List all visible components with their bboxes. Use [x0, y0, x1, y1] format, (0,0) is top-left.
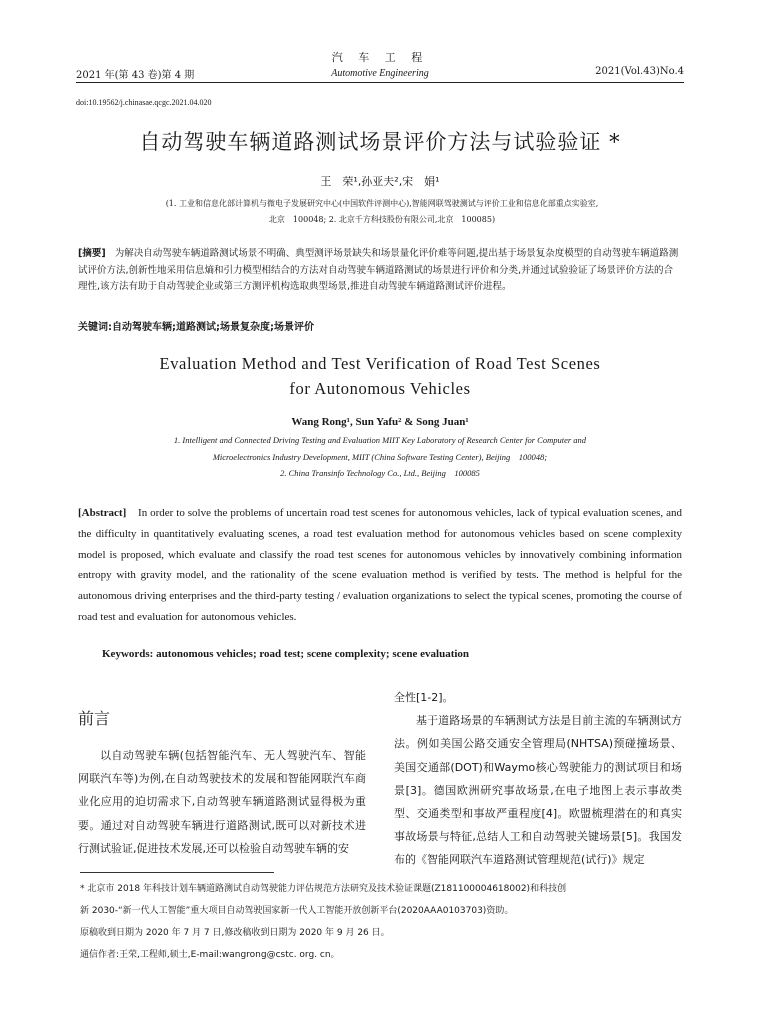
abstract-cn-label: [摘要]	[78, 248, 106, 259]
header-rule	[76, 82, 684, 83]
body-right-column	[394, 686, 682, 872]
abstract-en-text: In order to solve the problems of uncertain road test scenes for autonomous vehicles, lack of typical evaluation scenes, and the difficulty in quantitatively evaluating scenes, a road test evaluation method for autonomous vehicles based on scene complexity model is proposed, which evaluate and classify the road test scenes for autonomous vehicles by innovatively combining information entropy with gravity model, and the rationality of the scene evaluation method is verified by tests. The method is helpful for the autonomous driving enterprises and the third-party testing / evaluation organizations to select the typical scenes, promoting the course of road test and evaluation for autonomous vehicles.	[78, 507, 682, 623]
authors-cn: 王 荣¹,孙亚夫²,宋 娟¹	[320, 175, 440, 188]
title-en-line: for Autonomous Vehicles	[289, 379, 471, 398]
section-heading: 前言	[78, 709, 111, 728]
abstract-cn-text: 为解决自动驾驶车辆道路测试场景不明确、典型测评场景缺失和场景量化评价难等问题,提出基于场景复杂度模型的自动驾驶车辆道路测试评价方法,创新性地采用信息熵和引力模型相结合的方法对自动驾驶车辆道路测试的场景进行评价和分类,并通过试验验证了场景评价方法的合理性,该方法有助于自动驾驶企业或第三方测评机构选取典型场景,推进自动驾驶车辆道路测试评价进程。	[78, 248, 679, 292]
affiliations-cn	[108, 196, 656, 228]
footnote-line: 原稿收到日期为 2020 年 7 月 7 日,修改稿收到日期为 2020 年 9 月 26 日。	[80, 928, 390, 938]
footnote-line: 通信作者:王荣,工程师,硕士,E-mail:wangrong@cstc. org. cn。	[80, 950, 340, 960]
body-paragraph: 以自动驾驶车辆(包括智能汽车、无人驾驶汽车、智能网联汽车等)为例,在自动驾驶技术的发展和智能网联汽车商业化应用的迫切需求下,自动驾驶车辆道路测试显得极为重要。通过对自动驾驶车辆进行道路测试,既可以对新技术进行测试验证,促进技术发展,还可以检验自动驾驶车辆的安	[78, 749, 366, 855]
abstract-cn	[78, 246, 682, 296]
affiliation-en-line: 2. China Transinfo Technology Co., Ltd., Beijing 100085	[280, 468, 480, 478]
abstract-en-label: [Abstract]	[78, 507, 127, 519]
issue-en: 2021(Vol.43)No.4	[595, 66, 684, 77]
authors-en: Wang Rong¹, Sun Yafu² & Song Juan¹	[291, 416, 469, 428]
issue-cn: 2021 年(第 43 卷)第 4 期	[76, 70, 195, 81]
affiliation-en-line: Microelectronics Industry Development, MIIT (China Software Testing Center), Beijing 100048;	[212, 451, 548, 462]
keywords-en	[102, 648, 469, 660]
title-en-line: Evaluation Method and Test Verification of Road Test Scenes	[159, 354, 601, 373]
footnote-rule	[80, 872, 274, 873]
affiliations-en	[80, 432, 680, 482]
affiliation-cn-line: (1. 工业和信息化部计算机与微电子发展研究中心(中国软件评测中心),智能网联驾驶测试与评价工业和信息化部重点实验室,	[165, 199, 599, 208]
keywords-en-text: autonomous vehicles; road test; scene complexity; scene evaluation	[156, 648, 470, 660]
journal-title-cn: 汽 车 工 程	[331, 51, 429, 64]
title-en	[0, 351, 760, 401]
journal-title-en: Automotive Engineering	[331, 68, 429, 79]
keywords-cn: 关键词:自动驾驶车辆;道路测试;场景复杂度;场景评价	[78, 322, 314, 333]
body-paragraph: 基于道路场景的车辆测试方法是目前主流的车辆测试方法。例如美国公路交通安全管理局(NHTSA)预碰撞场景、美国交通部(DOT)和Waymo核心驾驶能力的测试项目和场景[3]。德国欧洲研究事故场景,在电子地图上表示事故类型、交通类型和事故严重程度[4]。欧盟梳理潜在的和真实事故场景与特征,总结人工和自动驾驶关键场景[5]。我国发布的《智能网联汽车道路测试管理规范(试行)》规定	[394, 714, 682, 867]
footnotes	[80, 878, 684, 966]
affiliation-en-line: 1. Intelligent and Connected Driving Testing and Evaluation MIIT Key Laboratory of Research Center for Computer and	[173, 435, 587, 445]
title-cn: 自动驾驶车辆道路测试场景评价方法与试验验证 *	[139, 130, 621, 154]
body-paragraph-continued: 全性[1-2]。	[394, 691, 454, 704]
footnote-line: 新 2030-“新一代人工智能”重大项目自动驾驶国家新一代人工智能开放创新平台(2020AAA0103703)资助。	[80, 906, 514, 916]
keywords-en-label: Keywords:	[102, 648, 154, 660]
affiliation-cn-line: 北京 100048; 2. 北京千方科技股份有限公司,北京 100085)	[268, 215, 496, 224]
body-left-column	[78, 744, 366, 860]
abstract-en	[78, 503, 682, 628]
doi: doi:10.19562/j.chinasae.qcgc.2021.04.020	[76, 98, 212, 107]
footnote-line: * 北京市 2018 年科技计划车辆道路测试自动驾驶能力评估规范方法研究及技术验证课题(Z181100004618002)和科技创	[80, 884, 567, 894]
